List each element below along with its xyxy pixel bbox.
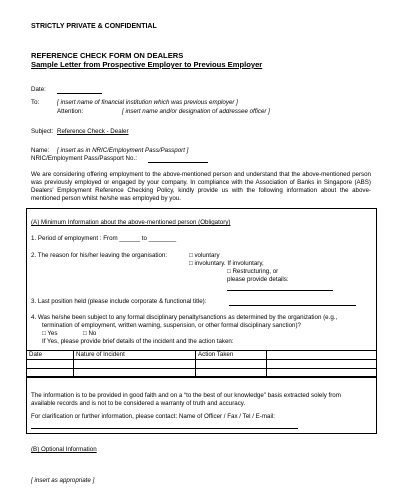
checkbox-involuntary[interactable]: □ involuntary. If involuntary,: [189, 260, 264, 267]
section-a-title: (A) Minimum Information about the above-mentioned person (Obligatory): [31, 219, 231, 226]
details-field[interactable]: [227, 290, 333, 291]
table-cell[interactable]: [196, 360, 267, 369]
table-header-blank: [267, 351, 377, 360]
to-label: To:: [31, 99, 40, 106]
incident-table: [26, 350, 377, 378]
table-header-action: Action Taken: [196, 351, 267, 360]
confidential-label: STRICTLY PRIVATE & CONFIDENTIAL: [31, 23, 157, 30]
details-label: please provide details:: [227, 276, 289, 283]
checkbox-restructuring[interactable]: □ Restructuring, or: [227, 268, 279, 275]
attention-placeholder: [ insert name and/or designation of addressee officer ]: [122, 108, 270, 115]
nric-label: NRIC/Employment Pass/Passport No.:: [31, 155, 137, 162]
question-4-line2: termination of employment, written warning, suspension, or other formal disciplinary sanction)?: [42, 322, 301, 329]
table-header-nature: Nature of Incident: [74, 351, 196, 360]
question-4-line1: 4. Was he/she been subject to any formal disciplinary penalty/sanctions as determined by the organization (e.g.,: [31, 314, 338, 321]
date-field[interactable]: [57, 93, 102, 94]
table-cell[interactable]: [267, 360, 377, 369]
form-subtitle: Sample Letter from Prospective Employer to Previous Employer: [31, 60, 263, 69]
form-title: REFERENCE CHECK FORM ON DEALERS: [31, 51, 184, 60]
question-2: 2. The reason for his/her leaving the organisation:: [31, 252, 168, 259]
clarification-text: For clarification or further information, please contact: Name of Officer / Fax / Tel / E-mail:: [31, 413, 275, 420]
good-faith-text: The information is to be provided in good faith and on a “to the best of our knowledge” basis extracted solely from available records and is not to be considered a warranty of truth and accuracy.: [31, 392, 341, 407]
contact-field[interactable]: [31, 428, 298, 429]
table-cell[interactable]: [27, 360, 74, 369]
table-header-row: [27, 351, 377, 360]
question-4-line3: If Yes, please provide brief details of the incident and the action taken:: [42, 338, 234, 345]
question-3: 3. Last position held (please include corporate & functional title):: [31, 298, 207, 305]
attention-label: Attention:: [57, 108, 84, 115]
table-cell[interactable]: [74, 360, 196, 369]
table-row: [27, 360, 377, 369]
checkbox-yes[interactable]: □ Yes: [42, 330, 58, 337]
subject-value: Reference Check - Dealer: [57, 128, 129, 135]
to-institution-placeholder: [ insert name of financial institution which was previous employer ]: [57, 99, 238, 106]
name-placeholder: [ insert as in NRIC/Employment Pass/Passport ]: [57, 147, 189, 154]
subject-label: Subject:: [31, 128, 54, 135]
checkbox-no[interactable]: □ No: [83, 330, 97, 337]
checkbox-voluntary[interactable]: □ voluntary: [189, 252, 220, 259]
section-b-title: (B) Optional Information: [31, 446, 97, 453]
position-field[interactable]: [229, 305, 356, 306]
footnote: [ insert as appropriate ]: [31, 477, 95, 484]
intro-paragraph: We are considering offering employment to the above-mentioned person and understand that the above-mentioned person was previously employed or engaged by your company. In compliance with the Association of Banks in Singapore (ABS) Dealers' Employment Reference Checking Policy, kindly provide us with the following information about the above-mentioned person whilst he/she was employed by you.: [31, 171, 371, 202]
nric-field[interactable]: [148, 162, 208, 163]
question-1: 1. Period of employment : From ______ to ________: [31, 235, 177, 242]
date-label: Date:: [31, 86, 46, 93]
name-label: Name:: [31, 147, 50, 154]
table-header-date: Date: [27, 351, 74, 360]
